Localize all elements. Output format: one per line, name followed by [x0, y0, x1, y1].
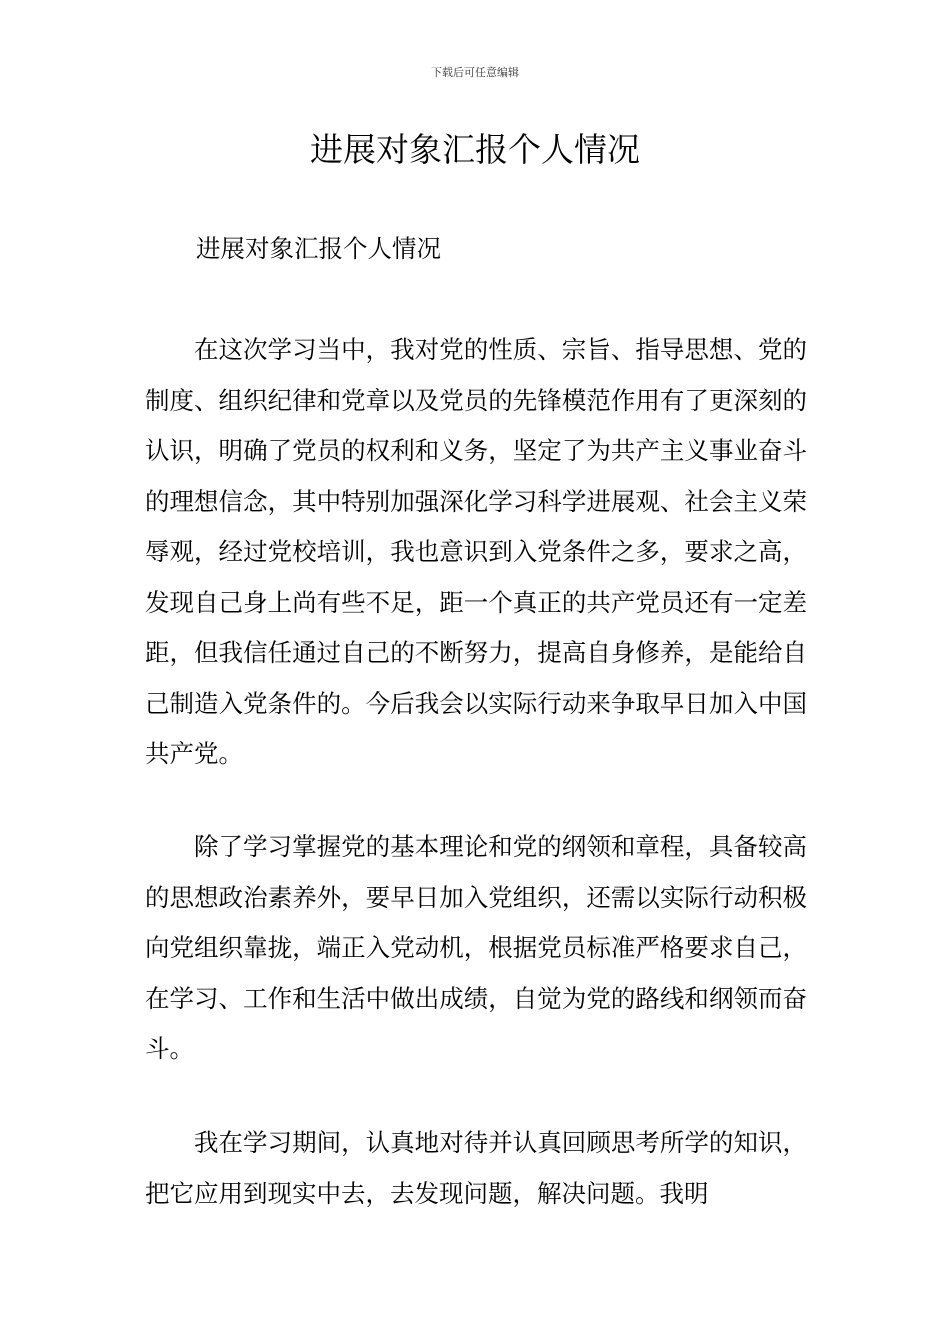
body-paragraph-1: [145, 325, 807, 780]
paragraph-text: 在这次学习当中，我对党的性质、宗旨、指导思想、党的制度、组织纪律和党章以及党员的先锋模范作用有了更深刻的认识，明确了党员的权利和义务，坚定了为共产主义事业奋斗的理想信念，其中特别加强深化学习科学进展观、社会主义荣辱观，经过党校培训，我也意识到入党条件之多，要求之高，发现自己身上尚有些不足，距一个真正的共产党员还有一定差距，但我信任通过自己的不断努力，提高自身修养，是能给自己制造入党条件的。今后我会以实际行动来争取早日加入中国共产党。: [145, 335, 807, 768]
body-paragraph-2: [145, 822, 807, 1075]
document-title: 进展对象汇报个人情况: [310, 130, 640, 169]
header-note: 下载后可任意编辑: [431, 66, 519, 79]
paragraph-text: 除了学习掌握党的基本理论和党的纲领和章程，具备较高的思想政治素养外，要早日加入党组织，还需以实际行动积极向党组织靠拢，端正入党动机，根据党员标准严格要求自己，在学习、工作和生活中做出成绩，自觉为党的路线和纲领而奋斗。: [145, 832, 807, 1063]
body-paragraph-3: [145, 1118, 807, 1219]
document-subtitle: 进展对象汇报个人情况: [196, 234, 441, 263]
paragraph-text: 我在学习期间，认真地对待并认真回顾思考所学的知识，把它应用到现实中去，去发现问题，解决问题。我明: [145, 1128, 807, 1208]
